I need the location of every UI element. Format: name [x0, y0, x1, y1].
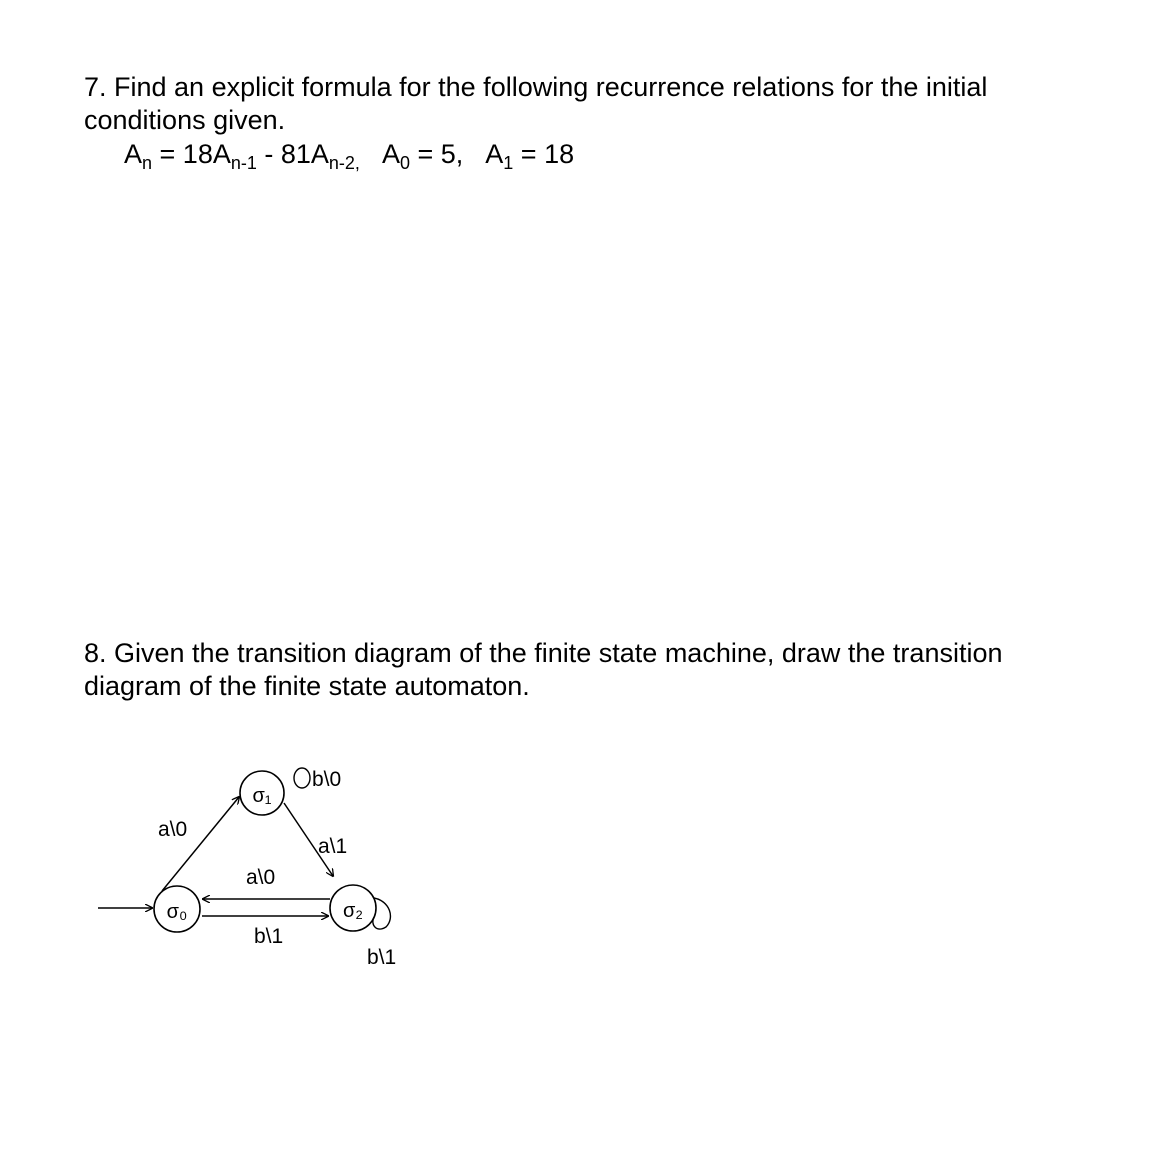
- state-sigma1: [240, 771, 284, 815]
- edge-s2-to-s0-label: a\0: [246, 866, 276, 889]
- formula-an: A: [124, 139, 143, 169]
- state-sigma0: [154, 886, 200, 932]
- formula-term1-sub: n-1: [230, 153, 257, 173]
- edge-s2-loop-label: b\1: [367, 946, 397, 969]
- edge-s1-to-s2-label: a\1: [318, 835, 348, 858]
- formula-term2: - 81A: [256, 139, 329, 169]
- formula-term1: = 18A: [152, 139, 231, 169]
- edge-s0-to-s1-label: a\0: [158, 818, 188, 841]
- state-sigma0-label: σ₀: [166, 901, 188, 923]
- initial-a0-value: = 5,: [409, 139, 464, 169]
- edge-s1-loop: [294, 768, 310, 788]
- state-sigma2: [330, 885, 376, 931]
- edge-s1-loop-label: b\0: [312, 768, 342, 791]
- edge-s0-to-s1: [162, 797, 239, 891]
- fsm-transition-diagram: [90, 755, 430, 980]
- question-8-prompt: 8. Given the transition diagram of the finite state machine, draw the transition diagram of the finite state automaton.: [84, 638, 1003, 701]
- initial-a1: A: [485, 139, 504, 169]
- state-sigma2-label: σ₂: [342, 900, 364, 922]
- recurrence-formula: [124, 138, 574, 171]
- initial-a0-sub: 0: [399, 153, 410, 173]
- formula-an-sub: n: [142, 153, 153, 173]
- edge-s0-to-s2-label: b\1: [254, 925, 284, 948]
- state-sigma1-label: σ₁: [252, 785, 272, 807]
- initial-a0: A: [381, 139, 400, 169]
- formula-term2-sub: n-2,: [328, 153, 360, 173]
- initial-a1-sub: 1: [503, 153, 514, 173]
- question-7-prompt: 7. Find an explicit formula for the following recurrence relations for the initial conditions given.: [84, 72, 988, 135]
- initial-a1-value: = 18: [513, 139, 575, 169]
